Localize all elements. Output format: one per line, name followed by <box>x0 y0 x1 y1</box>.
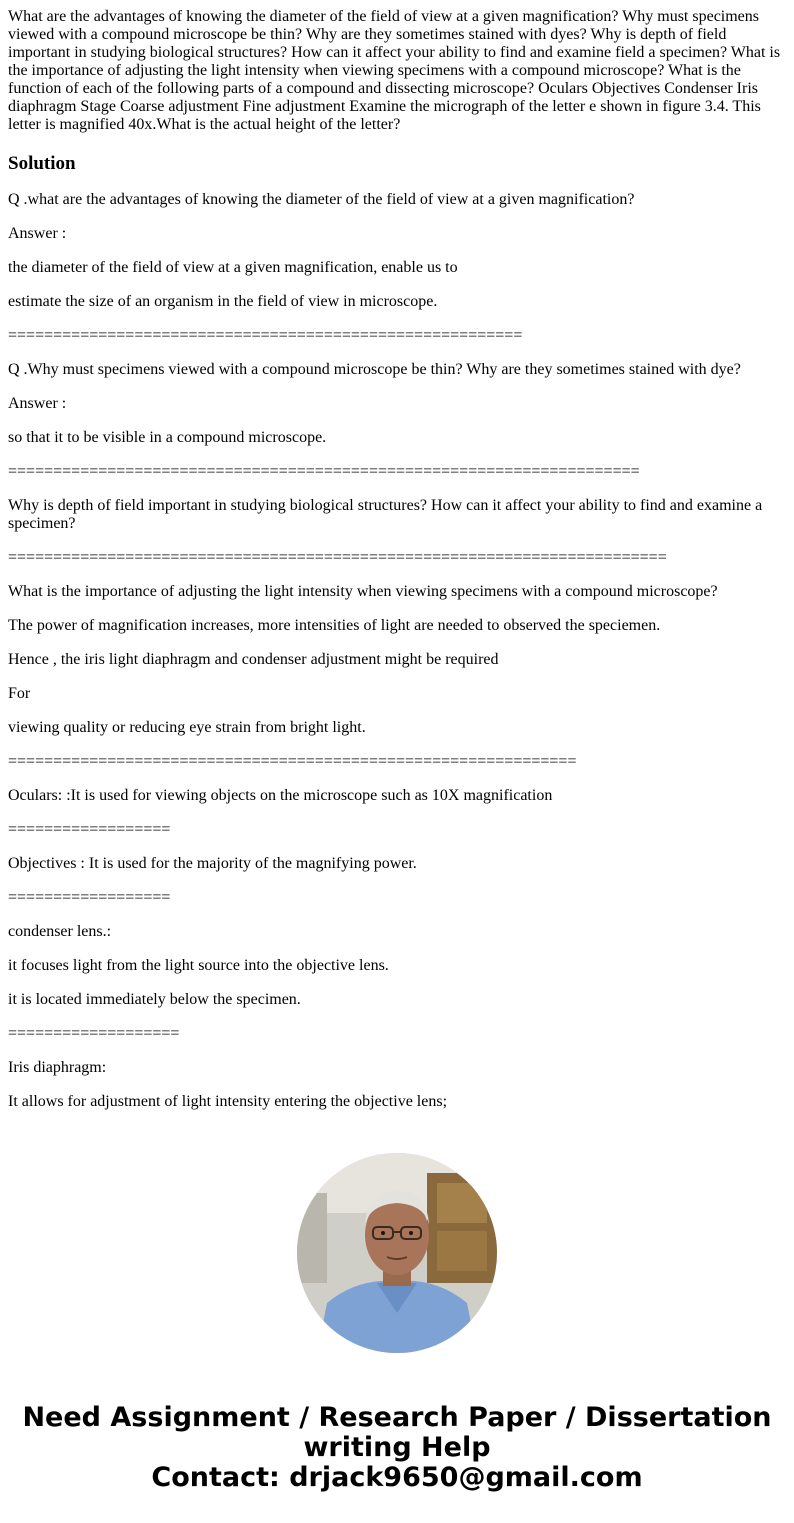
paragraph: viewing quality or reducing eye strain from bright light. <box>8 719 366 736</box>
paragraph: it focuses light from the light source into the objective lens. <box>8 957 389 974</box>
separator-line: ================== <box>8 821 171 838</box>
paragraph: The power of magnification increases, more intensities of light are needed to observed the speciemen. <box>8 617 661 634</box>
question-text: What are the advantages of knowing the diameter of the field of view at a given magnification? Why must specimens viewed with a compound microscope be thin? Why are they sometimes stained with dyes? Why is depth of field important in studying biological structures? How can it affect your ability to find and examine field a specimen? What is the importance of adjusting the light intensity when viewing specimens with a compound microscope? What is the function of each of the following parts of a compound and dissecting microscope? Oculars Objectives Condenser Iris diaphragm Stage Coarse adjustment Fine adjustment Examine the micrograph of the letter e shown in figure 3.4. This letter is magnified 40x.What is the actual height of the letter? <box>8 8 781 133</box>
promo-line: writing Help <box>303 1432 491 1463</box>
paragraph: the diameter of the field of view at a given magnification, enable us to <box>8 259 458 276</box>
separator-line: =============================================================== <box>8 753 577 770</box>
promo-line: Need Assignment / Research Paper / Dissertation <box>22 1402 772 1433</box>
paragraph: For <box>8 685 31 702</box>
paragraph: Q .what are the advantages of knowing the diameter of the field of view at a given magnification? <box>8 191 635 208</box>
solution-heading: Solution <box>8 153 76 174</box>
paragraph: Hence , the iris light diaphragm and condenser adjustment might be required <box>8 651 499 668</box>
paragraph: It allows for adjustment of light intensity entering the objective lens; <box>8 1093 448 1110</box>
paragraph: Answer : <box>8 225 67 242</box>
paragraph: Oculars: :It is used for viewing objects on the microscope such as 10X magnification <box>8 787 553 804</box>
paragraph: Answer : <box>8 395 67 412</box>
separator-line: =================== <box>8 1025 180 1042</box>
promo-contact: Contact: drjack9650@gmail.com <box>151 1462 643 1493</box>
document-content <box>8 8 786 1111</box>
paragraph: so that it to be visible in a compound microscope. <box>8 429 327 446</box>
paragraph: it is located immediately below the specimen. <box>8 991 301 1008</box>
paragraph: condenser lens.: <box>8 923 112 940</box>
separator-line: ====================================================================== <box>8 463 640 480</box>
author-avatar <box>297 1153 497 1353</box>
paragraph: What is the importance of adjusting the light intensity when viewing specimens with a compound microscope? <box>8 583 718 600</box>
author-portrait-image <box>297 1153 497 1353</box>
paragraph: Objectives : It is used for the majority of the magnifying power. <box>8 855 417 872</box>
paragraph: estimate the size of an organism in the field of view in microscope. <box>8 293 438 310</box>
paragraph: Why is depth of field important in studying biological structures? How can it affect your ability to find and examine a specimen? <box>8 497 763 532</box>
promo-banner <box>0 1403 794 1493</box>
separator-line: ========================================================= <box>8 327 523 344</box>
paragraph: Iris diaphragm: <box>8 1059 107 1076</box>
solution-body <box>8 191 786 1111</box>
paragraph: Q .Why must specimens viewed with a compound microscope be thin? Why are they sometimes stained with dye? <box>8 361 741 378</box>
separator-line: ================== <box>8 889 171 906</box>
separator-line: ========================================================================= <box>8 549 667 566</box>
